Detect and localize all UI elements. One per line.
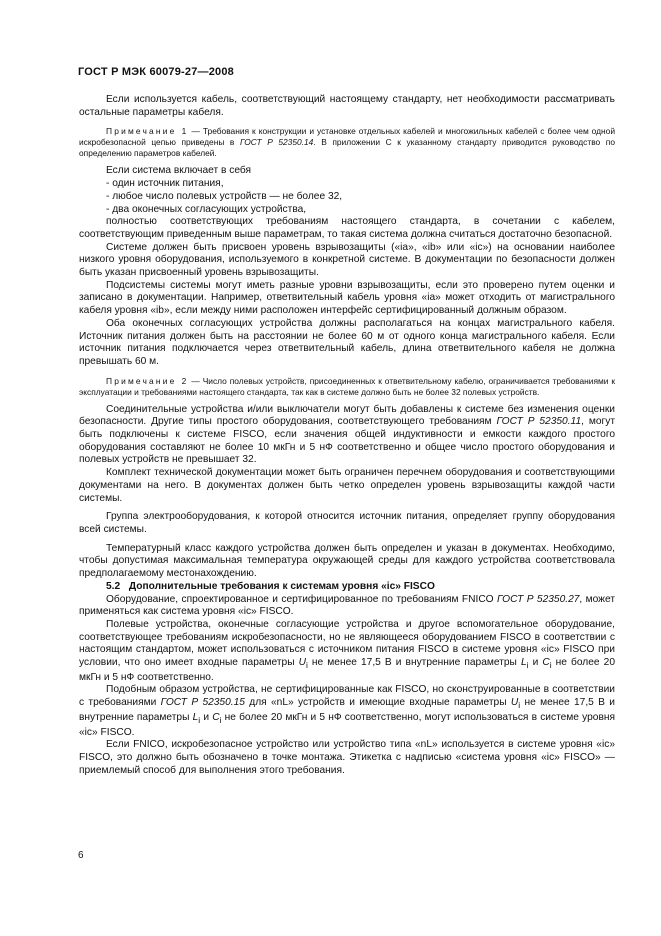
paragraph-field-devices [79, 619, 615, 685]
note-label: Примечание 2 [106, 375, 189, 386]
note-text: . В приложении C к указанному стандарту приводится руководство по определению параметров кабелей. [79, 137, 615, 159]
paragraph-documentation: Комплект технической документации может быть ограничен перечнем оборудования и соответствующими документами на него. В документах должен быть четко определен уровень взрывозащиты каждой части системы. [79, 467, 615, 504]
paragraph-fnico [79, 594, 615, 619]
text-run: и [528, 657, 543, 669]
text-run: и [200, 711, 213, 723]
list-item: - любое число полевых устройств — не более 32, [106, 190, 343, 202]
paragraph-system-includes: Если система включает в себя [106, 165, 251, 177]
paragraph-temperature: Температурный класс каждого устройства должен быть определен и указан в документах. Необходимо, чтобы допустимая максимальная температура окружающей среды для каждого устройства соответствовала предполагаемому местонахождению. [79, 542, 615, 580]
paragraph-cable: Если используется кабель, соответствующий настоящему стандарту, нет необходимости рассматривать остальные параметры кабеля. [79, 94, 615, 118]
text-run: не более 20 мкГн и 5 нФ соответственно. [79, 657, 615, 683]
paragraph-terminators: Оба оконечных согласующих устройства должны располагаться на концах магистрального кабеля. Источник питания должен быть на расстоянии не более 60 м от одного конца магистрального кабеля. Если источник питания подключается через ответвительный кабель, длина ответвительного кабеля не должна превышать 60 м. [79, 317, 615, 367]
section-heading [79, 581, 615, 594]
paragraph-compliance: полностью соответствующих требованиям настоящего стандарта, в сочетании с кабелем, соответствующим приведенным выше параметрам, то такая система должна считаться достаточно безопасной. [79, 216, 615, 240]
subscript: i [549, 660, 552, 671]
subscript: i [219, 714, 222, 725]
subscript: i [526, 660, 529, 671]
var-u: U [510, 697, 519, 709]
note-label: Примечание 1 [106, 126, 189, 137]
note-text: — Требования к конструкции и установке отдельных кабелей и многожильных кабелей с более чем одной искробезопасной цепью приведены в [79, 126, 616, 148]
text-run: , могут быть подключены к системе FISCO, если значения общей индуктивности и емкости каждого простого оборудования составляют не более 10 мкГн и 5 нФ соответственно и общее число простого оборудования и полевых устройств не превышает 32. [79, 416, 615, 466]
text-run: Оборудование, спроектированное и сертифицированное по требованиям FNICO [106, 593, 497, 605]
paragraph-subsystems: Подсистемы системы могут иметь разные уровни взрывозащиты, если это проверено путем оценки и записано в документации. Например, ответвительный кабель уровня «ia» может отходить от магистрального кабеля уровня «ib», если между ними расположен интерфейс сертифицированный должным образом. [79, 279, 615, 317]
section-number: 5.2 [106, 580, 121, 592]
subscript: i [198, 714, 201, 725]
list-item: - два оконечных согласующих устройства, [106, 203, 307, 215]
var-c: C [212, 711, 220, 723]
text-run: Полевые устройства, оконечные согласующие устройства и другое вспомогательное оборудование, соответствующее требованиям искробезопасности, но не являющееся оборудованием FISCO в соответствии с настоящим стандартом, может использоваться с источником питания FISCO в системе уровня «ic» FISCO при условии, что оно имеет входные параметры [79, 618, 615, 669]
paragraph-marking: Если FNICO, искробезопасное устройство или устройство типа «nL» используется в системе уровня «ic» FISCO, это должно быть обозначено в точке монтажа. Этикетка с надписью «система уровня «ic» FISCO» — приемлемый способ для выполнения этого требования. [79, 739, 615, 776]
text-run: не более 20 мкГн и 5 нФ соответственно, могут использоваться в системе уровня «ic» FISCO. [79, 711, 615, 738]
standard-ref: ГОСТ Р 52350.27 [496, 593, 580, 605]
page-number: 6 [78, 850, 84, 861]
var-l: L [520, 657, 527, 669]
paragraph-protection-level: Системе должен быть присвоен уровень взрывозащиты («ia», «ib» или «ic») на основании наиболее низкого уровня оборудования, используемого в конкретной системе. В документации по безопасности должен быть указан присвоенный уровень взрывозащиты. [79, 241, 615, 279]
text-run: не менее 17,5 В и внутренние параметры [307, 657, 521, 669]
subscript: i [305, 660, 308, 671]
var-c: C [542, 657, 550, 669]
text-run: Соединительные устройства и/или выключатели могут быть добавлены к системе без изменения оценки безопасности. Другие типы простого оборудования, соответствующего требованиям [79, 403, 615, 428]
list-item: - один источник питания, [106, 178, 224, 190]
section-title: Дополнительные требования к системам уровня «ic» FISCO [128, 580, 435, 592]
standard-ref: ГОСТ Р 52350.14 [239, 137, 314, 148]
var-u: U [298, 657, 306, 669]
subscript: i [518, 700, 521, 711]
standard-ref: ГОСТ Р 52350.15 [160, 697, 245, 709]
note-2 [79, 376, 615, 398]
paragraph-nl-devices [79, 684, 615, 739]
running-header: ГОСТ Р МЭК 60079-27—2008 [78, 66, 235, 78]
text-run: , может применяться как система уровня «ic» FISCO. [79, 593, 615, 618]
var-l: L [192, 711, 199, 723]
note-text: — Число полевых устройств, присоединенных к ответвительному кабелю, ограничивается требованиями к эксплуатации и требованиями настоящего стандарта, так как в системе должно быть не более 32 полевых устройств. [79, 375, 616, 397]
text-run: не менее 17,5 В и внутренние параметры [79, 697, 615, 723]
text-run: для «nL» устройств и имеющие входные параметры [244, 697, 511, 709]
paragraph-group: Группа электрооборудования, к которой относится источник питания, определяет группу оборудования всей системы. [79, 511, 615, 535]
note-1 [79, 126, 615, 159]
document-body [79, 94, 615, 777]
standard-ref: ГОСТ Р 52350.11 [496, 416, 582, 428]
paragraph-connectors [79, 404, 615, 468]
text-run: Подобным образом устройства, не сертифицированные как FISCO, но сконструированные в соответствии с требованиями [79, 684, 615, 709]
